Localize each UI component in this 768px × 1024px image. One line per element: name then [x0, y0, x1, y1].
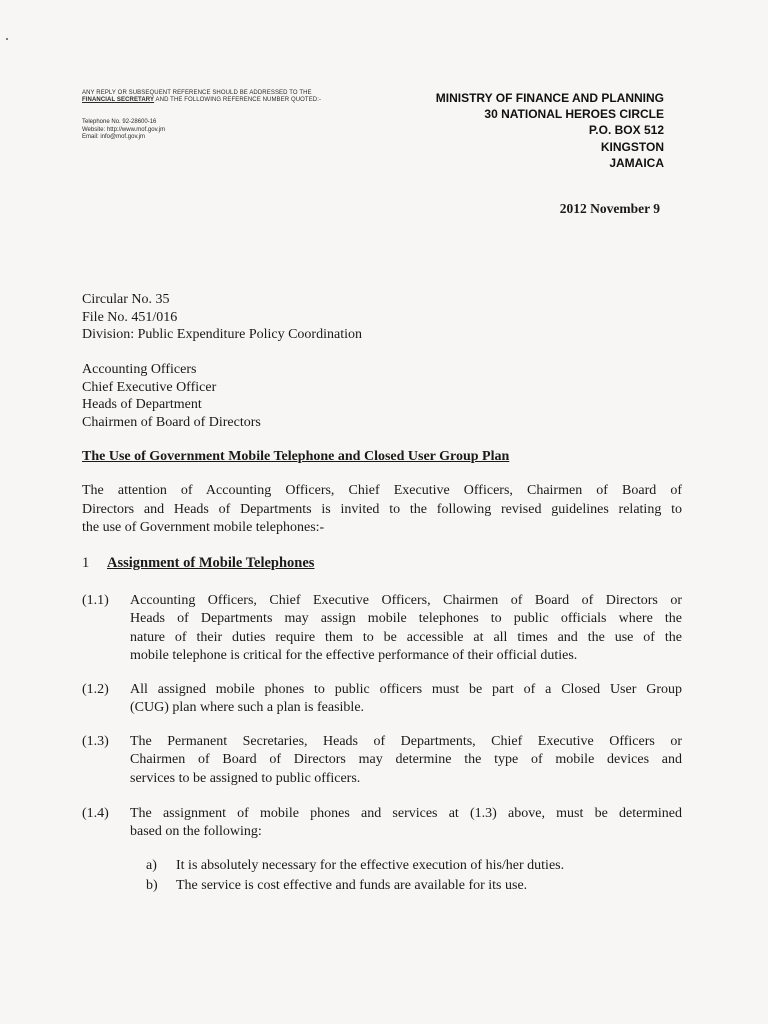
clause-line: Accounting Officers, Chief Executive Officers, Chairmen of Board of Directors or: [130, 593, 682, 608]
clause-line: (CUG) plan where such a plan is feasible.: [130, 700, 365, 716]
file-number: File No. 451/016: [82, 309, 178, 325]
clause-line: services to be assigned to public officers.: [130, 770, 361, 786]
subitem-text: The service is cost effective and funds are available for its use.: [176, 878, 528, 893]
clause-body: [130, 681, 682, 718]
letter-date: 2012 November 9: [559, 201, 660, 216]
ministry-name: MINISTRY OF FINANCE AND PLANNING: [435, 91, 664, 105]
reply-line-1: ANY REPLY OR SUBSEQUENT REFERENCE SHOULD BE ADDRESSED TO THE: [82, 90, 312, 96]
clause-1-1: [82, 592, 682, 665]
subitem-label: a): [146, 858, 157, 873]
recipient: Chief Executive Officer: [82, 379, 217, 395]
website-address: Website: http://www.mof.gov.jm: [82, 126, 166, 133]
clause-number: (1.1): [82, 593, 109, 608]
division: Division: Public Expenditure Policy Coordination: [82, 327, 362, 342]
subitem-a: [146, 856, 564, 876]
ministry-city: KINGSTON: [600, 139, 664, 154]
clause-number: (1.2): [82, 682, 109, 697]
recipient: Accounting Officers: [82, 362, 197, 377]
ministry-po-box: P.O. BOX 512: [588, 123, 664, 138]
section-1-heading: [82, 555, 314, 572]
clause-line: Chairmen of Board of Directors may determine the type of mobile devices and: [130, 752, 682, 768]
clause-line: The Permanent Secretaries, Heads of Departments, Chief Executive Officers or: [130, 734, 682, 749]
clause-number: (1.3): [82, 734, 109, 749]
clause-1-4: [82, 805, 682, 842]
recipients: [82, 361, 261, 431]
clause-line: All assigned mobile phones to public officers must be part of a Closed User Group: [130, 682, 682, 697]
financial-secretary-label: FINANCIAL SECRETARY: [82, 97, 155, 103]
circular-info: [82, 291, 362, 344]
clause-body: [130, 592, 682, 665]
subitem-text: It is absolutely necessary for the effective execution of his/her duties.: [176, 858, 565, 873]
clause-1-3: [82, 733, 682, 788]
recipient: Chairmen of Board of Directors: [82, 414, 261, 430]
telephone-number: Telephone No. 92-28600-16: [82, 119, 157, 125]
reply-line-2-rest: AND THE FOLLOWING REFERENCE NUMBER QUOTED:-: [154, 97, 322, 103]
ministry-country: JAMAICA: [609, 155, 664, 170]
clause-line: nature of their duties require them to be accessible at all times and the use of the: [130, 629, 682, 645]
circular-number: Circular No. 35: [82, 292, 170, 307]
recipient: Heads of Department: [82, 397, 202, 412]
clause-1-2: [82, 681, 682, 718]
clause-line: Heads of Departments may assign mobile telephones to public officials where the: [130, 611, 682, 627]
scan-speck: [6, 38, 8, 40]
clause-line: The assignment of mobile phones and services at (1.3) above, must be determined: [130, 806, 682, 821]
clause-number: (1.4): [82, 806, 109, 821]
intro-line: Directors and Heads of Departments is invited to the following revised guidelines relating to: [82, 501, 682, 517]
clause-line: mobile telephone is critical for the effective performance of their official duties.: [130, 647, 578, 663]
subitem-b: [146, 876, 564, 896]
intro-paragraph: [82, 482, 682, 538]
intro-line: The attention of Accounting Officers, Chief Executive Officers, Chairmen of Board of: [82, 483, 682, 498]
contact-details: [82, 119, 165, 142]
ministry-street: 30 NATIONAL HEROES CIRCLE: [484, 107, 664, 122]
subitem-label: b): [146, 878, 158, 893]
email-address: Email: info@mof.gov.jm: [82, 134, 145, 140]
section-title: Assignment of Mobile Telephones: [107, 555, 315, 571]
reply-instructions: [82, 90, 352, 104]
intro-line: the use of Government mobile telephones:-: [82, 520, 325, 535]
clause-body: [130, 733, 682, 788]
clause-line: based on the following:: [130, 824, 262, 840]
circular-title: The Use of Government Mobile Telephone and Closed User Group Plan: [82, 449, 510, 464]
reply-line-2: [82, 97, 352, 104]
ministry-address: [436, 90, 664, 171]
clause-body: [130, 805, 682, 842]
clause-1-4-subitems: [146, 856, 564, 896]
section-number: 1: [82, 555, 90, 571]
